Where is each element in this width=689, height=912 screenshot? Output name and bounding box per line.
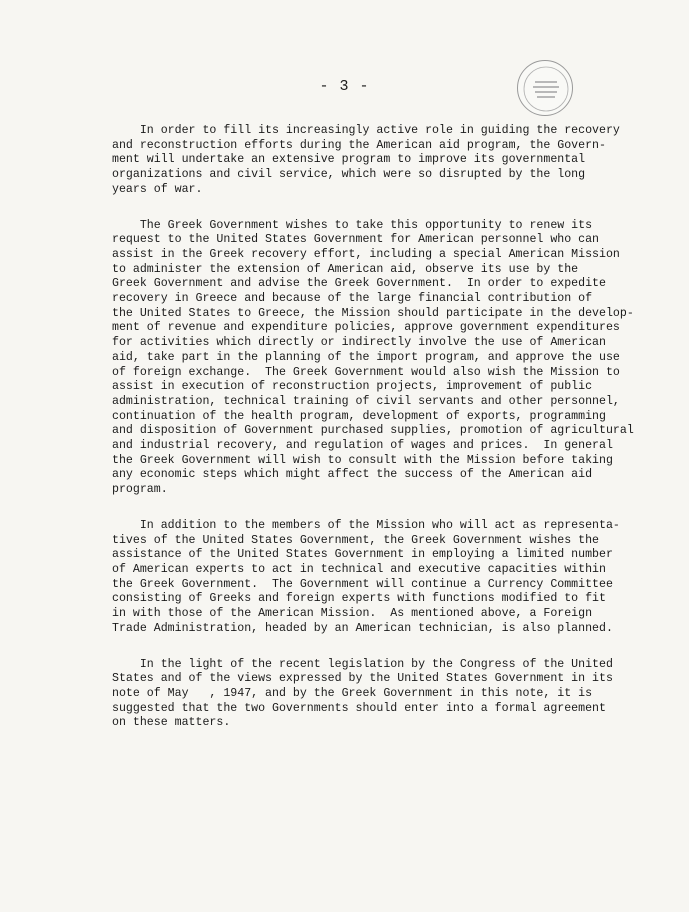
paragraph-american-experts: In addition to the members of the Mission who will act as representa- tives of the United States Government, the Greek Government wishes the assistance of the United States Government in employing a limited number of American experts to act in technical and executive capacities within the Greek Government. The Government will continue a Currency Committee consisting of Greeks and foreign experts with functions modified to fit in with those of the American Mission. As mentioned above, a Foreign Trade Administration, headed by an American technician, is also planned. (112, 518, 620, 635)
letter-body (112, 124, 632, 752)
paragraph-formal-agreement: In the light of the recent legislation by the Congress of the United States and of the views expressed by the United States Government in its note of May , 1947, and by the Greek Government in this note, it is suggested that the two Governments should enter into a formal agreement on these matters. (112, 657, 613, 730)
paragraph-civil-service: In order to fill its increasingly active role in guiding the recovery and reconstruction efforts during the American aid program, the Govern- ment will undertake an extensive program to improve its governmental organizations and civil service, which were so disrupted by the long years of war. (112, 124, 620, 196)
stamp-seal-icon (518, 61, 574, 117)
archive-stamp (517, 60, 573, 116)
page-number: - 3 - (319, 78, 370, 95)
paragraph-american-mission: The Greek Government wishes to take this opportunity to renew its request to the United States Government for American personnel who can assist in the Greek recovery effort, including a special American Mission to administer the extension of American aid, observe its use by the Greek Government and advise the Greek Government. In order to expedite recovery in Greece and because of the large financial contribution of the United States to Greece, the Mission should participate in the develop- ment of revenue and expenditure policies, approve government expenditures for activities which directly or indirectly involve the use of American aid, take part in the planning of the import program, and approve the use of foreign exchange. The Greek Government would also wish the Mission to assist in execution of reconstruction projects, improvement of public administration, technical training of civil servants and other personnel, continuation of the health program, development of exports, programming and disposition of Government purchased supplies, promotion of agricultural and industrial recovery, and regulation of wages and prices. In general the Greek Government will wish to consult with the Mission before taking any economic steps which might affect the success of the American aid program. (112, 218, 634, 497)
